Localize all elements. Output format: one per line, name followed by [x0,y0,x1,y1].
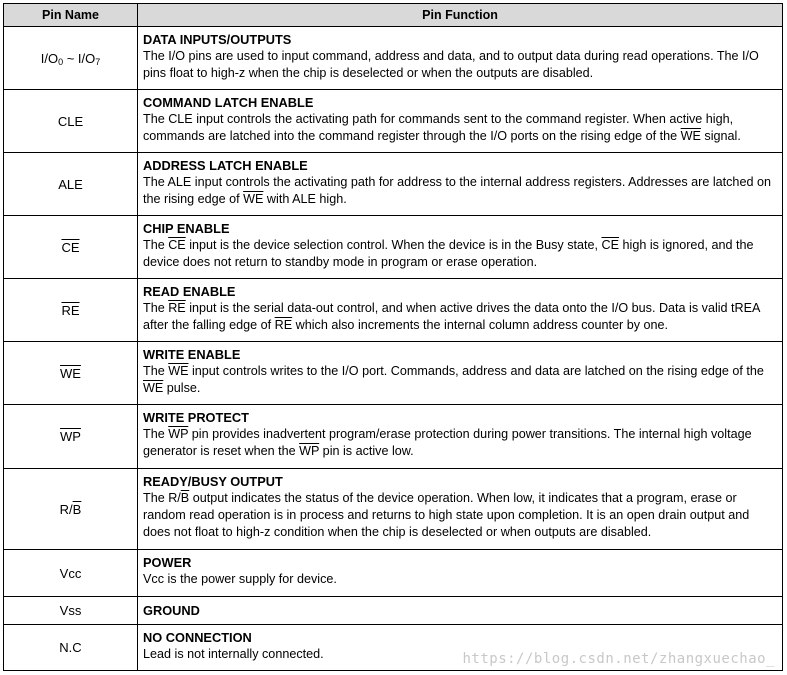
watermark-text: https://blog.csdn.net/zhangxuechao_ [462,651,775,667]
pin-name-cell: $\overline{WP}$ [4,405,138,469]
pin-function-cell [138,90,783,153]
pin-function-table [3,3,783,671]
table-row [4,279,783,342]
pin-function-cell [138,405,783,469]
function-description: The $\overline{RE}$ input is the serial data-out control, and when active drives the data onto the I/O bus. Data is valid tREA after the falling edge of $\overline{RE}$ which also increments the internal column address counter by one. [143,301,760,332]
function-title: NO CONNECTION [143,630,252,645]
function-title: GROUND [143,602,200,618]
table-row [4,405,783,469]
pin-function-cell [138,279,783,342]
function-title: WRITE PROTECT [143,410,249,425]
function-description: The I/O pins are used to input command, address and data, and to output data during read operations. The I/O pins float to high-z when the chip is deselected or when the outputs are disabled. [143,49,759,80]
table-row [4,469,783,550]
pin-function-cell [138,27,783,90]
function-title: DATA INPUTS/OUTPUTS [143,32,292,47]
pin-name-cell: CLE [4,90,138,153]
function-title: WRITE ENABLE [143,347,241,362]
pin-function-cell [138,469,783,550]
pin-name-cell: $I/O_0$ ~ $I/O_7$ [4,27,138,90]
function-description: The $R/\overline{B}$ output indicates the status of the device operation. When low, it indicates that a program, erase or random read operation is in process and returns to high state upon completion. It is an open drain output and does not float to high-z condition when the chip is deselected or when outputs are disabled. [143,491,750,539]
function-description: The $\overline{CE}$ input is the device selection control. When the device is in the Busy state, $\overline{CE}$ high is ignored, and the device does not return to standby mode in program or erase operation. [143,238,754,269]
header-pin-name: Pin Name [4,4,138,27]
pin-name-cell: N.C [4,625,138,671]
function-title: READ ENABLE [143,284,236,299]
pin-name-cell: $\overline{CE}$ [4,216,138,279]
pin-function-cell [138,597,783,625]
function-description: Lead is not internally connected. [143,647,324,661]
table-row [4,216,783,279]
function-title: CHIP ENABLE [143,221,230,236]
pin-function-cell [138,550,783,597]
table-row [4,153,783,216]
function-description: The ALE input controls the activating path for address to the internal address registers. Addresses are latched on the rising edge of $\overline{WE}$ with ALE high. [143,175,771,206]
table-row [4,90,783,153]
table-header-row [4,4,783,27]
pin-name-cell: $R/\overline{B}$ [4,469,138,550]
function-title: READY/BUSY OUTPUT [143,474,283,489]
table-row [4,27,783,90]
function-title: POWER [143,555,192,570]
function-description: Vcc is the power supply for device. [143,572,337,586]
table-row [4,550,783,597]
pin-name-cell: Vss [4,597,138,625]
pin-name-cell: $\overline{RE}$ [4,279,138,342]
function-description: The CLE input controls the activating path for commands sent to the command register. When active high, commands are latched into the command register through the I/O ports on the rising edge of the $\overline{WE}$ signal. [143,112,741,143]
table-row [4,342,783,405]
function-description: The $\overline{WE}$ input controls writes to the I/O port. Commands, address and data are latched on the rising edge of the $\overline{WE}$ pulse. [143,364,764,395]
pin-function-cell [138,216,783,279]
function-description: The $\overline{WP}$ pin provides inadvertent program/erase protection during power transitions. The internal high voltage generator is reset when the $\overline{WP}$ pin is active low. [143,427,752,458]
function-title: ADDRESS LATCH ENABLE [143,158,308,173]
pin-name-cell: Vcc [4,550,138,597]
pin-function-cell [138,153,783,216]
function-title: COMMAND LATCH ENABLE [143,95,314,110]
header-pin-function: Pin Function [138,4,783,27]
pin-function-cell [138,342,783,405]
pin-name-cell: ALE [4,153,138,216]
table-row [4,597,783,625]
pin-name-cell: $\overline{WE}$ [4,342,138,405]
